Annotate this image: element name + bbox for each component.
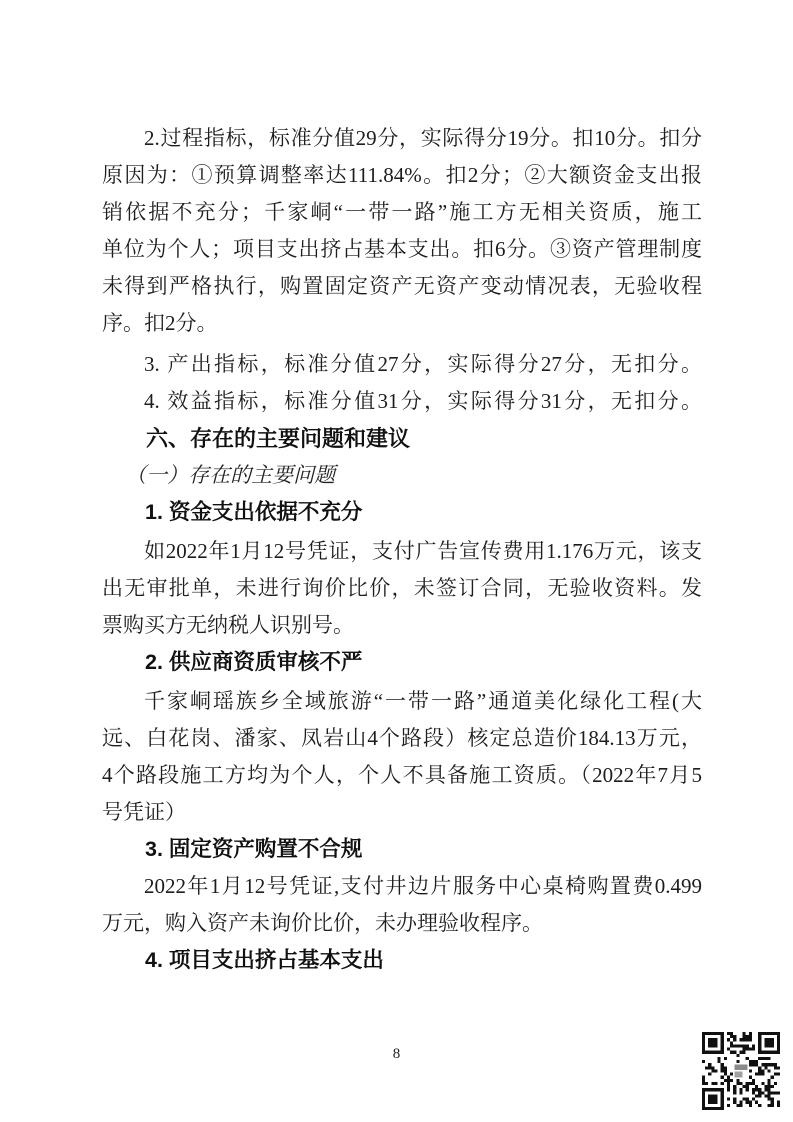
- paragraph-line: 3. 产出指标，标准分值27分，实际得分27分，无扣分。: [144, 352, 702, 376]
- paragraph-line: 出无审批单，未进行询价比价，未签订合同，无验收资料。发: [102, 576, 702, 600]
- item-heading: 4. 项目支出挤占基本支出: [145, 948, 384, 972]
- paragraph-line: 未得到严格执行，购置固定资产无资产变动情况表，无验收程: [102, 274, 702, 298]
- report-body: [102, 120, 702, 979]
- item-heading: 2. 供应商资质审核不严: [145, 650, 363, 674]
- paragraph-line: 号凭证）: [102, 800, 186, 824]
- paragraph-line: 销依据不充分；千家峒“一带一路”施工方无相关资质，施工: [102, 200, 702, 224]
- page-number: 8: [392, 1046, 401, 1062]
- paragraph-line: 序。扣2分。: [102, 311, 218, 335]
- qr-code-image: [702, 1032, 780, 1110]
- paragraph-line: 远、白花岗、潘家、凤岩山4个路段）核定总造价184.13万元，: [102, 726, 702, 750]
- section-heading: 六、存在的主要问题和建议: [146, 426, 411, 451]
- qr-code: [702, 1032, 780, 1110]
- paragraph-line: 千家峒瑶族乡全域旅游“一带一路”通道美化绿化工程(大: [144, 689, 702, 713]
- subsection-heading: （一）存在的主要问题: [125, 463, 336, 487]
- paragraph-line: 万元，购入资产未询价比价，未办理验收程序。: [102, 911, 543, 935]
- paragraph-line: 4个路段施工方均为个人，个人不具备施工资质。（2022年7月5: [102, 763, 702, 787]
- paragraph-line: 4. 效益指标，标准分值31分，实际得分31分，无扣分。: [144, 389, 702, 413]
- paragraph-line: 原因为：①预算调整率达111.84%。扣2分；②大额资金支出报: [102, 163, 702, 187]
- item-heading: 3. 固定资产购置不合规: [145, 837, 363, 861]
- paragraph-line: 2022年1月12号凭证,支付井边片服务中心桌椅购置费0.499: [144, 874, 702, 898]
- paragraph-line: 如2022年1月12号凭证，支付广告宣传费用1.176万元，该支: [144, 539, 702, 563]
- paragraph-line: 单位为个人；项目支出挤占基本支出。扣6分。③资产管理制度: [102, 237, 702, 261]
- paragraph-line: 2.过程指标，标准分值29分，实际得分19分。扣10分。扣分: [144, 126, 702, 150]
- item-heading: 1. 资金支出依据不充分: [145, 500, 363, 524]
- paragraph-line: 票购买方无纳税人识别号。: [102, 613, 354, 637]
